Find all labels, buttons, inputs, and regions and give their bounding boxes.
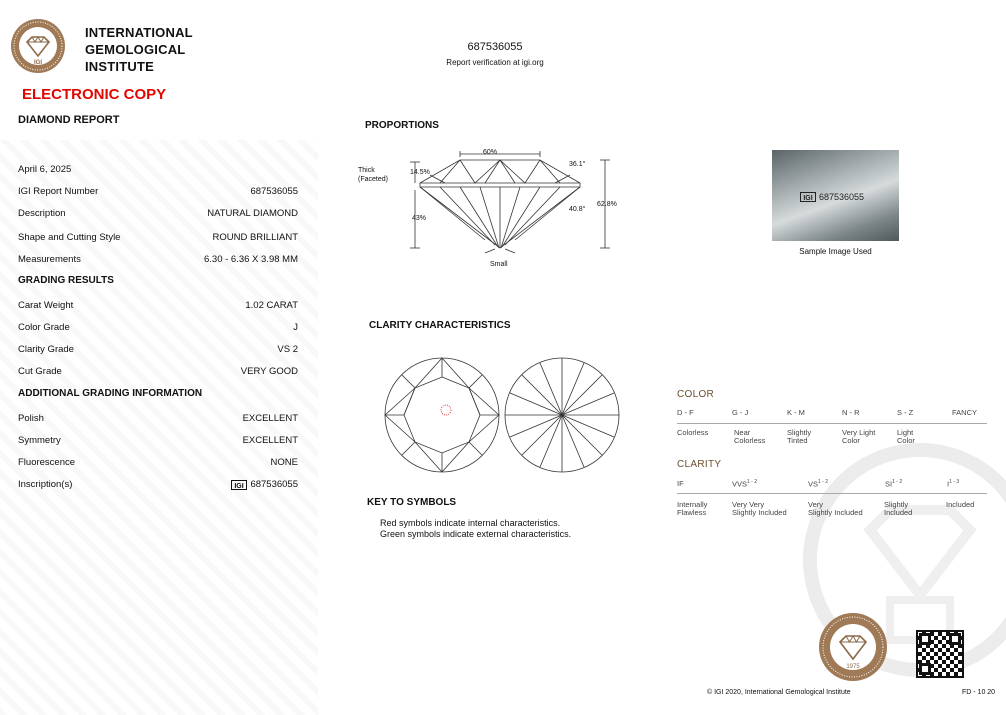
verification-text: Report verification at igi.org — [446, 58, 544, 67]
color-grade: G - J — [732, 408, 749, 417]
svg-text:1975: 1975 — [846, 664, 860, 670]
igi-mini-logo-icon — [231, 480, 247, 490]
igi-seal-stamp — [818, 612, 888, 682]
form-code: FD - 10 20 — [962, 689, 996, 696]
detail-label: Shape and Cutting Style — [18, 232, 121, 243]
qr-code[interactable] — [916, 630, 964, 678]
grading-label: Color Grade — [18, 322, 70, 333]
sample-inscription — [800, 192, 864, 202]
clarity-desc: Slightly Included — [884, 500, 913, 517]
additional-label: Inscription(s) — [18, 479, 73, 490]
detail-row — [18, 232, 298, 254]
detail-row — [18, 254, 298, 276]
additional-label: Polish — [18, 413, 44, 424]
pavilion-depth: 43% — [412, 215, 427, 222]
crown-height: 14.5% — [410, 169, 430, 176]
detail-row — [18, 208, 298, 232]
additional-row — [18, 435, 298, 457]
grading-value: J — [293, 322, 298, 333]
detail-row — [18, 164, 298, 186]
inscription-value — [231, 479, 298, 490]
pavilion-angle: 40.8° — [569, 206, 586, 213]
svg-text:IGI: IGI — [33, 60, 43, 66]
color-desc: Slightly Tinted — [787, 428, 812, 445]
igi-mini-logo-icon — [800, 192, 816, 202]
grading-row — [18, 344, 298, 366]
clarity-grade: IF — [677, 479, 684, 488]
detail-label: Measurements — [18, 254, 81, 265]
grading-value: VERY GOOD — [240, 366, 298, 377]
girdle-sub-label: (Faceted) — [358, 176, 388, 183]
grading-value: 1.02 CARAT — [245, 300, 298, 311]
color-scale-heading: COLOR — [677, 389, 715, 400]
sample-image-caption: Sample Image Used — [799, 247, 872, 256]
color-desc: Near Colorless — [734, 428, 766, 445]
org-name-line3: INSTITUTE — [85, 59, 154, 74]
color-desc: Light Color — [897, 428, 915, 445]
clarity-grade: VVS$^{1 - 2}$ — [732, 479, 758, 489]
qr-finder — [919, 633, 931, 645]
additional-row — [18, 457, 298, 479]
crown-angle: 36.1° — [569, 161, 586, 168]
sample-diamond-image — [772, 150, 899, 241]
grading-row — [18, 322, 298, 344]
report-title: DIAMOND REPORT — [18, 114, 120, 126]
detail-row — [18, 186, 298, 208]
additional-info-heading: ADDITIONAL GRADING INFORMATION — [18, 388, 203, 399]
clarity-desc: Very Slightly Included — [808, 500, 863, 517]
grading-results — [18, 300, 298, 388]
key-red-symbols: Red symbols indicate internal characteristics. — [380, 518, 561, 528]
additional-value: EXCELLENT — [242, 413, 298, 424]
igi-seal-logo — [10, 18, 66, 74]
electronic-copy-label: ELECTRONIC COPY — [22, 86, 167, 103]
grading-label: Cut Grade — [18, 366, 62, 377]
qr-finder — [949, 633, 961, 645]
detail-value: 6.30 - 6.36 X 3.98 MM — [204, 254, 298, 265]
detail-label: IGI Report Number — [18, 186, 99, 197]
clarity-grade: VS$^{1 - 2}$ — [808, 479, 829, 489]
svg-text:IGI: IGI — [803, 195, 813, 202]
table-percent: 60% — [483, 149, 498, 156]
qr-finder — [919, 663, 931, 675]
clarity-grade: $I^{1 - 3}$ — [947, 479, 960, 489]
inscription-number: 687536055 — [250, 479, 298, 490]
grading-label: Carat Weight — [18, 300, 74, 311]
org-name-line1: INTERNATIONAL — [85, 25, 193, 40]
copyright-footer: © IGI 2020, International Gemological Institute — [707, 689, 851, 696]
color-scale-divider — [677, 423, 987, 424]
proportions-heading: PROPORTIONS — [365, 120, 439, 131]
color-grade: K - M — [787, 408, 805, 417]
culet-size: Small — [490, 261, 508, 268]
sample-inscription-number: 687536055 — [819, 192, 865, 202]
clarity-desc: Internally Flawless — [677, 500, 708, 517]
color-scale — [677, 407, 987, 447]
clarity-scale-heading: CLARITY — [677, 459, 722, 470]
additional-info — [18, 413, 298, 501]
grading-row — [18, 300, 298, 322]
grading-row — [18, 366, 298, 388]
key-to-symbols-heading: KEY TO SYMBOLS — [367, 497, 457, 508]
color-grade: S - Z — [897, 408, 914, 417]
grading-value: VS 2 — [277, 344, 298, 355]
clarity-desc: Included — [946, 500, 975, 509]
grading-results-heading: GRADING RESULTS — [18, 275, 114, 286]
additional-label: Fluorescence — [18, 457, 76, 468]
clarity-scale — [677, 477, 987, 522]
org-name-line2: GEMOLOGICAL — [85, 42, 186, 57]
report-date: April 6, 2025 — [18, 164, 72, 175]
clarity-desc: Very Very Slightly Included — [732, 500, 787, 517]
additional-label: Symmetry — [18, 435, 61, 446]
org-name — [85, 24, 193, 75]
clarity-characteristics-heading: CLARITY CHARACTERISTICS — [369, 320, 511, 331]
color-grade: N - R — [842, 408, 860, 417]
svg-text:IGI: IGI — [234, 482, 245, 490]
report-details — [18, 164, 298, 276]
additional-row — [18, 413, 298, 435]
key-green-symbols: Green symbols indicate external characteristics. — [380, 529, 572, 539]
clarity-plot-diagram — [380, 355, 625, 475]
additional-value: EXCELLENT — [242, 435, 298, 446]
color-grade: FANCY — [952, 408, 978, 417]
girdle-thickness — [358, 166, 388, 184]
detail-value: ROUND BRILLIANT — [212, 232, 298, 243]
detail-value: 687536055 — [250, 186, 298, 197]
color-grade: D - F — [677, 408, 694, 417]
clarity-grade: SI$^{1 - 2}$ — [885, 479, 903, 489]
clarity-scale-divider — [677, 493, 987, 494]
girdle-label: Thick — [358, 167, 375, 174]
additional-value: NONE — [270, 457, 298, 468]
additional-row — [18, 479, 298, 501]
total-depth: 62.8% — [597, 201, 617, 208]
detail-label: Description — [18, 208, 66, 219]
detail-value: NATURAL DIAMOND — [207, 208, 298, 219]
inclusion-marker — [441, 405, 451, 415]
report-number-header: 687536055 — [467, 41, 523, 53]
key-to-symbols-text — [380, 518, 571, 540]
grading-label: Clarity Grade — [18, 344, 74, 355]
color-desc: Very Light Color — [842, 428, 876, 445]
color-desc: Colorless — [677, 428, 709, 437]
